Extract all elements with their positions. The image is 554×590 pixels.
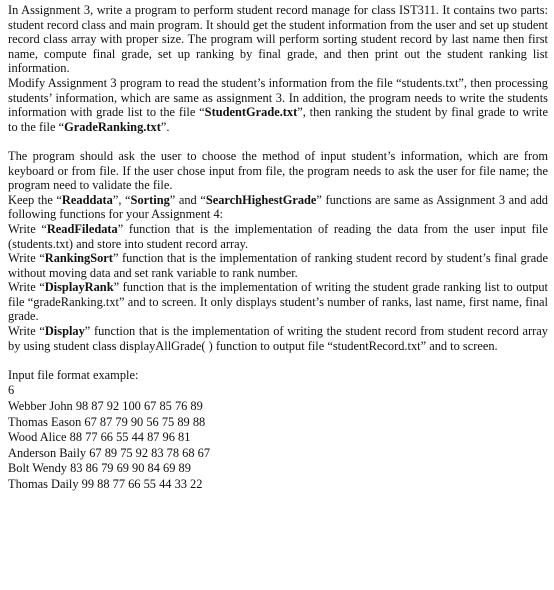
displayrank-paragraph [8, 280, 548, 324]
example-line: Wood Alice 88 77 66 55 44 87 96 81 [8, 430, 191, 445]
intro-paragraph-2 [8, 76, 548, 134]
graderanking-filename: GradeRanking.txt [64, 119, 161, 134]
w1-text-b: ” function that is the implementation of reading the data from the user input file (students.txt) and store into student record array. [8, 221, 548, 251]
requirements-p1-text: The program should ask the user to choose the method of input student’s information, which are from keyboard or from file. If the user chose input from file, the program needs to ask the user for file name; the program need to validate the file. [8, 148, 548, 193]
keep-text-a: Keep the “ [8, 192, 62, 207]
intro-p2-text-a: Modify Assignment 3 program to read the student’s information from the file “students.txt”, then processing students’ information, which are same as assignment 3. In addition, the program needs to write the students information with grade list to the file “ [8, 75, 548, 120]
example-line: Thomas Eason 67 87 79 90 56 75 89 88 [8, 414, 206, 429]
intro-p2-text-c: ”. [160, 119, 170, 134]
intro-paragraph-1-text: In Assignment 3, write a program to perform student record manage for class IST311. It contains two parts: student record class and main program. It should get the student information from the user and set up student record class array with proper size. The program will perform sorting student record by last name then first name, compute final grade, set up ranking by final grade, and then print out the student ranking list information. [8, 3, 548, 76]
rankingsort-function-name: RankingSort [44, 251, 113, 266]
displayrank-function-name: DisplayRank [44, 280, 114, 295]
keep-text-d: ” functions are same as Assignment 3 and add following functions for your Assignment 4: [8, 192, 548, 222]
example-line: Thomas Daily 99 88 77 66 55 44 33 22 [8, 477, 203, 491]
w3-text-a: Write “ [8, 280, 45, 295]
readdata-function-name: Readdata [61, 192, 113, 207]
spacer [8, 134, 548, 149]
searchhighestgrade-function-name: SearchHighestGrade [205, 192, 317, 207]
w1-text-a: Write “ [8, 221, 47, 236]
input-example-block [8, 368, 548, 493]
display-paragraph [8, 324, 548, 353]
w4-text-a: Write “ [8, 324, 45, 339]
display-function-name: Display [44, 324, 85, 339]
example-line: 6 [8, 383, 15, 398]
keep-functions-paragraph [8, 193, 548, 222]
readfiledata-paragraph [8, 222, 548, 251]
sorting-function-name: Sorting [130, 192, 170, 207]
spacer [8, 353, 548, 368]
keep-text-b: ”, “ [112, 192, 131, 207]
requirements-paragraph-1 [8, 149, 548, 193]
example-line: Bolt Wendy 83 86 79 69 90 84 69 89 [8, 461, 191, 476]
intro-p2-text-b: ”, then ranking the student by final grade to write to the file “ [8, 105, 548, 134]
studentgrade-filename: StudentGrade.txt [204, 105, 298, 120]
input-example-heading: Input file format example: [8, 367, 139, 382]
w2-text-b: ” function that is the implementation of ranking student record by student’s final grade without moving data and set rank variable to rank number. [8, 251, 548, 280]
example-line: Webber John 98 87 92 100 67 85 76 89 [8, 399, 203, 414]
w3-text-b: ” function that is the implementation of writing the student grade ranking list to output file “gradeRanking.txt” and to screen. It only displays student’s number of ranks, last name, first name, final grade. [8, 280, 548, 324]
w4-text-b: ” function that is the implementation of writing the student record from student record array by using student class displayAllGrade( ) function to output file “studentRecord.txt” and to screen. [8, 324, 549, 353]
w2-text-a: Write “ [8, 251, 45, 266]
readfiledata-function-name: ReadFiledata [46, 221, 118, 236]
intro-paragraph-1 [8, 3, 548, 76]
example-line: Anderson Baily 67 89 75 92 83 78 68 67 [8, 445, 211, 460]
rankingsort-paragraph [8, 251, 548, 280]
keep-text-c: ” and “ [169, 192, 206, 207]
